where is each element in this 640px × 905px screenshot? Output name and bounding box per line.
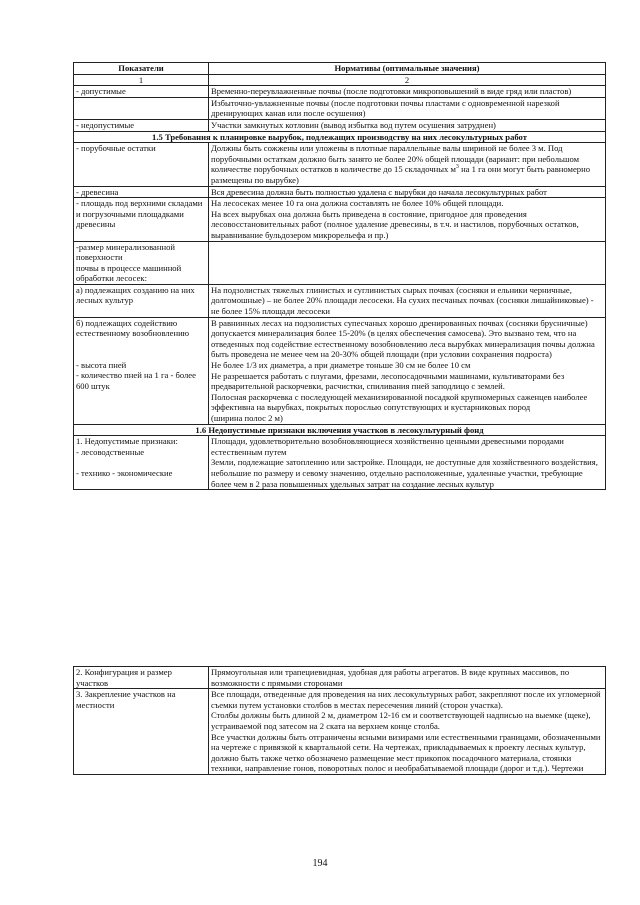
header-indicators: Показатели [74, 63, 209, 75]
row-value-empty [209, 241, 606, 284]
row-value: Участки замкнутых котловин (вывод избытка вод путем осушения затруднен) [209, 119, 606, 131]
row-value: Временно-переувлажненные почвы (после подготовки микроповышений в виде гряд или пластов) [209, 86, 606, 98]
fix-text-1: Все площади, отведенные для проведения на них лесокультурных работ, закрепляют после их угломерной съемки путем установки столбов в местах пересечения линий (сторон участка). [211, 689, 601, 710]
row-label: - допустимые [74, 86, 209, 98]
residues-text-b: на 1 га они могут быть равномерно размещены по вырубке) [211, 164, 590, 185]
table-row [74, 97, 606, 119]
stump-count-label: - количество пней на 1 га - более 600 штук [76, 370, 196, 392]
row-label: а) подлежащих созданию на них лесных культур [74, 284, 209, 317]
assist-label: б) подлежащих содействию естественному возобновлению [76, 317, 190, 339]
column-number-2: 2 [209, 74, 606, 86]
stump-height-label: - высота пней [76, 359, 127, 370]
section-16-title: 1.6 Недопустимые признаки включения участков в лесокультурный фонд [74, 424, 606, 436]
row-label: 2. Конфигурация и размер участков [74, 667, 209, 689]
row-label [74, 241, 209, 284]
table-row [74, 689, 606, 775]
norms-table [73, 62, 606, 490]
mineral-label-2: почвы в процессе машинной обработки лесосек: [76, 262, 182, 284]
table-row [74, 241, 606, 284]
inadmissible-signs-label: 1. Недопустимые признаки: [76, 436, 178, 447]
stump-count-text-1: Не разрешается работать с плугами, фрезами, лесопосадочными машинами, культиваторами без предварительной раскорчевки, расчистки, спиливания пней заподлицо с землей. [211, 370, 565, 392]
table-row [74, 119, 606, 131]
mineral-label-1: -размер минерализованной поверхности [76, 241, 175, 263]
page-number: 194 [312, 858, 328, 869]
table-row [74, 317, 606, 424]
stump-count-text-2: Полосная раскорчевка с последующей механизированной посадкой крупномерных саженцев наиболее эффективна на вырубках, покрытых порослью сопутствующих и кустарниковых пород [211, 391, 588, 413]
row-value [209, 198, 606, 241]
row-label: 3. Закрепление участков на местности [74, 689, 209, 775]
cubic-superscript: 3 [455, 164, 459, 171]
stump-height-text: Не более 1/3 их диаметра, а при диаметре тоньше 30 см не более 10 см [211, 360, 471, 371]
row-value: На подзолистых тяжелых глинистых и суглинистых сырых почвах (сосняки и ельники черничные, долгомошные) – не более 20% площади лесосеки. На сухих песчаных почвах (сосняки лишайниковые) - не более 15% площади лесосеки [209, 284, 606, 317]
table-row [74, 198, 606, 241]
row-value [209, 689, 606, 775]
residues-text-a: Должны быть сожжены или уложены в плотные параллельные валы шириной не более 3 м. Под порубочными остаткам должно быть занято не более 20% общей площади (вариант: при небольшом количестве порубочных остатков в количестве до 15 складочных м [211, 143, 580, 175]
row-value: Прямоугольная или трапециевидная, удобная для работы агрегатов. В виде крупных массивов, по возможности с прямыми сторонами [209, 667, 606, 689]
row-value [209, 436, 606, 490]
table-header-row [74, 63, 606, 75]
section-heading-row [74, 424, 606, 436]
technical-economic-label: - технико - экономические [76, 467, 173, 478]
fix-text-3: Все участки должны быть отграничены ясными визирами или естественными границами, обозначенными на чертеже с привязкой к квартальной сети. На чертежах, прикладываемых к проекту лесных культур, должно быть также четко обозначено размещение мест прикопок посадочного материала, стоянки техники, направление гонов, поворотных полос и необрабатываемой площади (дорог и т.д.). Чертежи [211, 731, 601, 774]
silvicultural-label: - лесоводственные [76, 446, 145, 457]
area-text-1: На лесосеках менее 10 га она должна составлять не более 10% общей площади. [211, 198, 504, 209]
column-number-1: 1 [74, 74, 209, 86]
area-text-2: На всех вырубках она должна быть приведена в состояние, пригодное для проведения лесовосстановительных работ (полное удаление древесины, в т.ч. и настилов, порубочных остатков, выравнивание бульдозером микрорельефа и пр.) [211, 208, 579, 240]
table-row [74, 284, 606, 317]
table-row [74, 436, 606, 490]
row-label: - порубочные остатки [74, 143, 209, 186]
row-value: Избыточно-увлажненные почвы (после подготовки почвы пластами с одновременной нарезкой дренирующих канав или после осушения) [209, 97, 606, 119]
row-label: - недопустимые [74, 119, 209, 131]
row-label [74, 436, 209, 490]
stump-count-text-3: (ширина полос 2 м) [211, 413, 283, 423]
row-label: - древесина [74, 186, 209, 198]
row-label-empty [74, 97, 209, 119]
table-row [74, 667, 606, 689]
row-label: - площадь под верхними складами и погрузочными площадками древесины [74, 198, 209, 241]
section-15-title: 1.5 Требования к планировке вырубок, подлежащих производству на них лесокультурных работ [74, 131, 606, 143]
inadmissible-text-1: Площади, удовлетворительно возобновляющиеся хозяйственно ценными древесными породами естественным путем [211, 436, 564, 457]
inadmissible-text-2: Земли, подлежащие затоплению или застройке. Площади, не доступные для хозяйственного воздействия, небольшие по размеру и севому значению, отдельно расположенные, удаленные участки, требующие более чем в 2 раза повышенных удельных затрат на создание лесных культур [211, 457, 598, 489]
fix-text-2: Столбы должны быть длиной 2 м, диаметром 12-16 см и соответствующей надписью на выемке (щеке), устраиваемой под затесом на 2 ската на верхнем конце столба. [211, 710, 591, 731]
table-row [74, 186, 606, 198]
table-row [74, 143, 606, 186]
row-label [74, 317, 209, 424]
header-norms: Нормативы (оптимальные значения) [209, 63, 606, 75]
section-heading-row [74, 131, 606, 143]
norms-table-continued [73, 666, 606, 775]
assist-text: В равнинных лесах на подзолистых супесчаных хорошо дренированных почвах (сосняки брусничные) допускается минерализация более 15-20% (в целях обеспечения самосева). Это вызвано тем, что на отведенных под содействие естественному возобновлению леса вырубках минерализация почвы должна быть проведена не менее чем на 20-30% общей площади (при условии сохранения подроста) [211, 317, 595, 360]
row-value: Вся древесина должна быть полностью удалена с вырубки до начала лесокультурных работ [209, 186, 606, 198]
row-value [209, 317, 606, 424]
table-row [74, 86, 606, 98]
row-value [209, 143, 606, 186]
table-number-row [74, 74, 606, 86]
